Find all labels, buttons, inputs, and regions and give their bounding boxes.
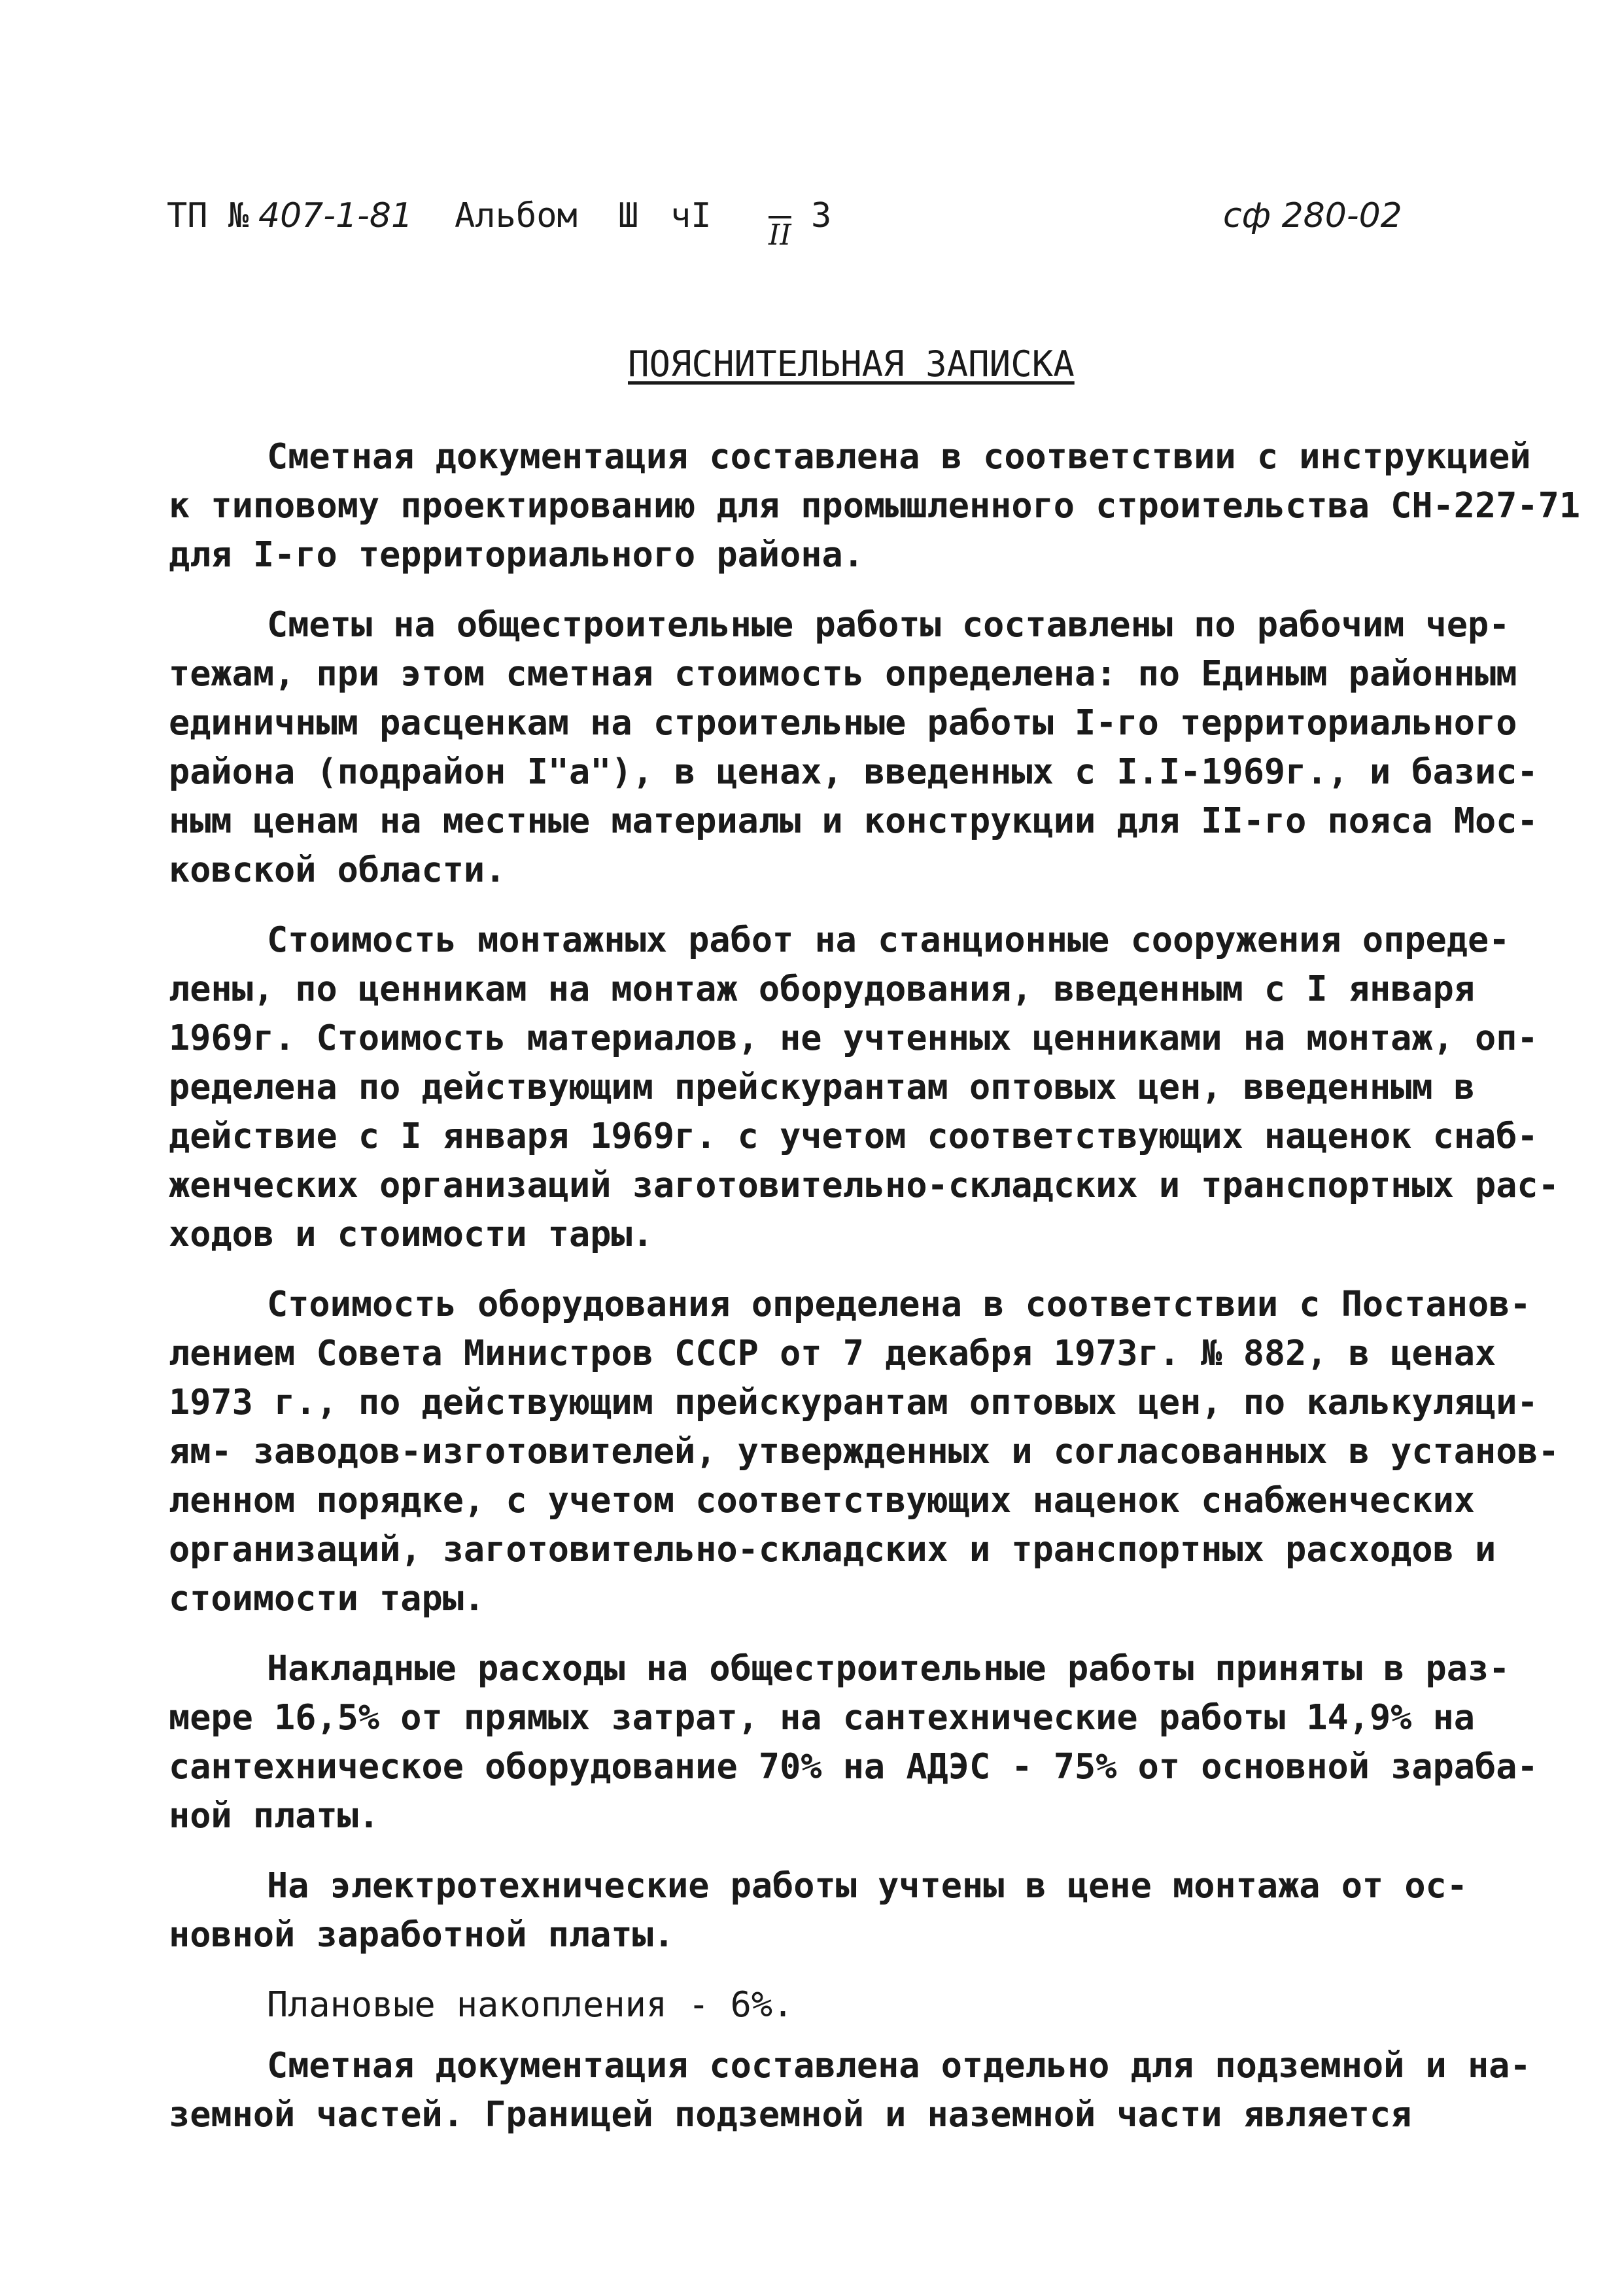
explanatory-note-body [169,432,1581,2160]
page-title: ПОЯСНИТЕЛЬНАЯ ЗАПИСКА [628,343,1075,385]
part-label: чI [670,196,712,235]
paragraph [169,915,1559,1258]
text-line: ной платы. [169,1795,380,1836]
paragraph [169,2041,1531,2139]
text-line: На электротехнические работы учтены в цене монтажа от ос- [267,1865,1468,1906]
text-line: ходов и стоимости тары. [169,1213,653,1254]
text-line: действие с I января 1969г. с учетом соответствующих наценок снаб- [169,1115,1538,1156]
text-line: ным ценам на местные материалы и конструкции для II-го пояса Мос- [169,800,1538,841]
text-line: Сметы на общестроительные работы составлены по рабочим чер- [267,604,1510,645]
text-line: сантехническое оборудование 70% на АДЭС - 75% от основной зараба- [169,1746,1538,1787]
page-header [167,177,1475,252]
text-line: Сметная документация составлена в соответствии с инструкцией [267,436,1531,477]
paragraph [169,1980,1470,2029]
text-line: новной заработной платы. [169,1914,675,1955]
text-line: организаций, заготовительно-складских и транспортных расходов и [169,1528,1496,1570]
text-line: лены, по ценникам на монтаж оборудования, введенным с I января [169,968,1476,1009]
text-line: к типовому проектированию для промышленного строительства СН-227-71 [169,485,1581,526]
paragraph [169,432,1581,579]
album-label: Альбом [455,196,578,235]
paragraph [169,1279,1559,1623]
text-line: стоимости тары. [169,1578,485,1619]
text-line: тежам, при этом сметная стоимость определена: по Единым районным [169,653,1517,694]
text-line: женческих организаций заготовительно-складских и транспортных рас- [169,1164,1559,1205]
text-line: лением Совета Министров СССР от 7 декабря 1973г. № 882, в ценах [169,1332,1496,1373]
text-line: Стоимость оборудования определена в соответствии с Постанов- [267,1283,1531,1324]
text-line: для I-го территориального района. [169,534,864,575]
text-line: ленном порядке, с учетом соответствующих наценок снабженческих [169,1479,1476,1521]
text-line: Накладные расходы на общестроительные работы приняты в раз- [267,1648,1510,1689]
text-line: Стоимость монтажных работ на станционные сооружения опреде- [267,919,1510,960]
doc-number: 407-1-81 [258,196,413,235]
sheet-code: сф 280-02 [1223,196,1402,235]
text-line: Плановые накопления - 6%. [267,1984,794,2025]
text-line: единичным расценкам на строительные работы I-го территориального [169,702,1517,743]
text-line: земной частей. Границей подземной и наземной части является [169,2094,1412,2135]
text-line: 1973 г., по действующим прейскурантам оптовых цен, по калькуляци- [169,1381,1538,1423]
text-line: района (подрайон I"а"), в ценах, введенных с I.I-1969г., и базис- [169,751,1538,792]
text-line: мере 16,5% от прямых затрат, на сантехнические работы 14,9% на [169,1697,1476,1738]
paragraph [169,1644,1538,1840]
text-line: ям- заводов-изготовителей, утвержденных и согласованных в установ- [169,1430,1559,1472]
text-line: ределена по действующим прейскурантам оптовых цен, введенным в [169,1066,1476,1107]
doc-prefix: ТП № [167,196,249,235]
album-roman: $\overline{II}$ [769,218,791,252]
text-line: ковской области. [169,849,506,890]
text-line: 1969г. Стоимость материалов, не учтенных ценниками на монтаж, оп- [169,1017,1538,1058]
text-line: Сметная документация составлена отдельно для подземной и на- [267,2045,1531,2086]
album-mark: Ш [618,196,639,235]
paragraph [169,1861,1470,1959]
page-number: 3 [811,196,832,235]
paragraph [169,600,1538,894]
